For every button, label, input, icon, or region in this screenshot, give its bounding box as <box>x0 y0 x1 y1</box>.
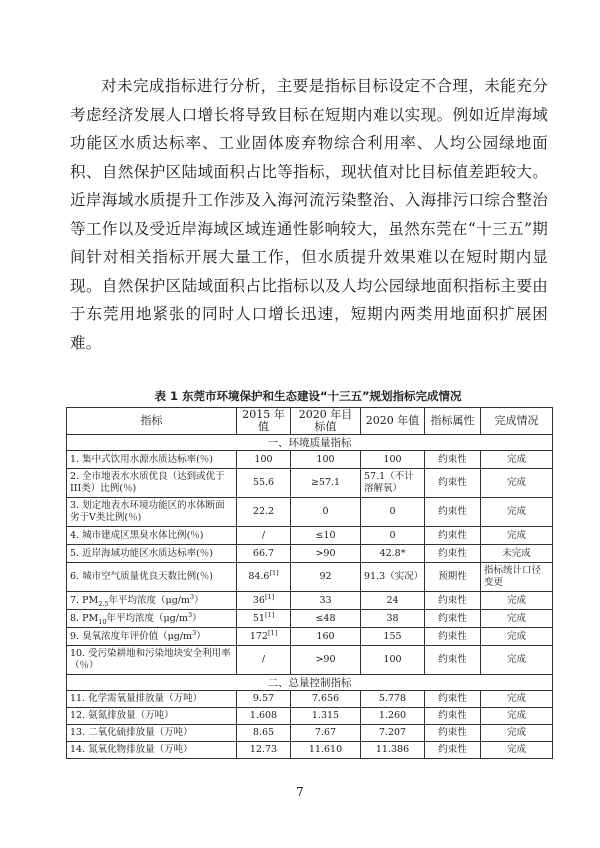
value-2020: 1.260 <box>361 708 425 725</box>
header-2020-target: 2020 年目标值 <box>291 408 361 435</box>
value-2015: / <box>237 527 291 545</box>
body-paragraph: 对未完成指标进行分析，主要是指标目标设定不合理，未能充分考虑经济发展人口增长将导致目标在短期内难以实现。例如近岸海域功能区水质达标率、工业固体废弃物综合利用率、人均公园绿地面积、自然保护区陆域面积占比等指标，现状值对比目标值差距较大。近岸海域水质提升工作涉及入海河流污染整治、入海排污口综合整治等工作以及受近岸海域区域连通性影响较大，虽然东莞在“十三五”期间针对相关指标开展大量工作，但水质提升效果难以在短时期内显现。自然保护区陆域面积占比指标以及人均公园绿地面积指标主要由于东莞用地紧张的同时人口增长迅速，短期内两类用地面积扩展困难。 <box>70 77 548 352</box>
indicator-name <box>67 592 237 610</box>
value-2020: 11.386 <box>361 742 425 759</box>
table-row <box>67 646 553 675</box>
value-2015 <box>237 563 291 592</box>
table-row <box>67 708 553 725</box>
value-2020: 38 <box>361 610 425 628</box>
header-status: 完成情况 <box>481 408 553 435</box>
indicator-attribute: 约束性 <box>425 725 481 742</box>
completion-status: 完成 <box>481 691 553 708</box>
indicator-name: 6. 城市空气质量优良天数比例(％) <box>67 563 237 592</box>
indicator-attribute: 约束性 <box>425 610 481 628</box>
target-2020: >90 <box>291 545 361 563</box>
value-2015: / <box>237 646 291 675</box>
completion-status: 完成 <box>481 742 553 759</box>
indicator-name: 10. 受污染耕地和污染地块安全利用率（％） <box>67 646 237 675</box>
value-2020: 57.1（不计溶解氧） <box>361 469 425 498</box>
value-text: 51 <box>252 612 265 624</box>
table-row <box>67 451 553 469</box>
name-part: ） <box>196 630 206 642</box>
superscript: 3 <box>190 592 195 601</box>
value-text: 84.6 <box>248 571 270 582</box>
value-2020: 0 <box>361 527 425 545</box>
indicator-name <box>67 628 237 646</box>
value-2015 <box>237 592 291 610</box>
table-row <box>67 691 553 708</box>
table-caption: 表 1 东莞市环境保护和生态建设“十三五”规划指标完成情况 <box>154 389 462 403</box>
indicator-attribute: 约束性 <box>425 527 481 545</box>
completion-status: 完成 <box>481 646 553 675</box>
indicator-name: 4. 城市建成区黑臭水体比例(％) <box>67 527 237 545</box>
name-part: 9. 臭氧浓度年评价值（μg/m <box>70 630 193 642</box>
reference-marker: [1] <box>269 568 279 577</box>
completion-status: 完成 <box>481 725 553 742</box>
name-part: 7. PM <box>70 594 99 606</box>
header-indicator: 指标 <box>67 408 237 435</box>
value-text: 172 <box>249 630 268 642</box>
name-part: 8. PM <box>70 612 99 624</box>
value-2020: 91.3（实况） <box>361 563 425 592</box>
section-title: 二、总量控制指标 <box>67 675 553 691</box>
value-2015: 100 <box>237 451 291 469</box>
table-row <box>67 725 553 742</box>
table-row <box>67 592 553 610</box>
header-attribute: 指标属性 <box>425 408 481 435</box>
indicator-attribute: 预期性 <box>425 563 481 592</box>
indicator-attribute: 约束性 <box>425 742 481 759</box>
target-2020: >90 <box>291 646 361 675</box>
reference-marker: [1] <box>267 628 278 637</box>
indicator-attribute: 约束性 <box>425 498 481 527</box>
indicator-attribute: 约束性 <box>425 646 481 675</box>
reference-marker: [1] <box>264 592 275 601</box>
completion-status: 指标统计口径变更 <box>481 563 553 592</box>
superscript: 3 <box>187 610 193 619</box>
value-2015: 1.608 <box>237 708 291 725</box>
indicator-name: 3. 划定地表水环境功能区的水体断面劣于V类比例(％) <box>67 498 237 527</box>
table-row <box>67 610 553 628</box>
target-2020: 11.610 <box>291 742 361 759</box>
table-row <box>67 545 553 563</box>
indicator-attribute: 约束性 <box>425 592 481 610</box>
value-2015: 8.65 <box>237 725 291 742</box>
target-2020: 100 <box>291 451 361 469</box>
value-2015: 66.7 <box>237 545 291 563</box>
completion-status: 完成 <box>481 469 553 498</box>
completion-status: 完成 <box>481 592 553 610</box>
value-2020: 42.8* <box>361 545 425 563</box>
value-2015: 9.57 <box>237 691 291 708</box>
indicator-name <box>67 610 237 628</box>
value-2020: 0 <box>361 498 425 527</box>
subscript: 10 <box>98 617 107 626</box>
value-2020: 155 <box>361 628 425 646</box>
indicator-name: 2. 全市地表水水质优良（达到或优于III类）比例(％) <box>67 469 237 498</box>
completion-status: 完成 <box>481 708 553 725</box>
completion-status: 完成 <box>481 527 553 545</box>
target-2020: 33 <box>291 592 361 610</box>
indicator-attribute: 约束性 <box>425 545 481 563</box>
target-2020: 7.67 <box>291 725 361 742</box>
target-2020: 0 <box>291 498 361 527</box>
completion-status: 完成 <box>481 451 553 469</box>
value-2020: 100 <box>361 451 425 469</box>
target-2020: ≤10 <box>291 527 361 545</box>
target-2020: ≥57.1 <box>291 469 361 498</box>
reference-marker: [1] <box>264 610 275 619</box>
completion-status: 完成 <box>481 610 553 628</box>
indicator-name: 13. 二氧化硫排放量（万吨） <box>67 725 237 742</box>
header-2020: 2020 年值 <box>361 408 425 435</box>
indicator-attribute: 约束性 <box>425 708 481 725</box>
section-row <box>67 435 553 451</box>
indicator-name: 11. 化学需氧量排放量（万吨） <box>67 691 237 708</box>
completion-status: 未完成 <box>481 545 553 563</box>
value-2015: 55.6 <box>237 469 291 498</box>
table-row <box>67 469 553 498</box>
value-2020: 24 <box>361 592 425 610</box>
completion-status: 完成 <box>481 628 553 646</box>
section-row <box>67 675 553 691</box>
value-2015 <box>237 628 291 646</box>
value-2015: 22.2 <box>237 498 291 527</box>
indicator-table <box>66 407 553 759</box>
indicator-attribute: 约束性 <box>425 628 481 646</box>
indicator-name: 14. 氮氧化物排放量（万吨） <box>67 742 237 759</box>
table-row <box>67 742 553 759</box>
indicator-attribute: 约束性 <box>425 691 481 708</box>
target-2020: 92 <box>291 563 361 592</box>
subscript: 2.5 <box>98 599 109 608</box>
completion-status: 完成 <box>481 498 553 527</box>
superscript: 3 <box>192 628 197 637</box>
name-part: 年平均浓度（μg/m <box>106 612 188 624</box>
section-title: 一、环境质量指标 <box>67 435 553 451</box>
target-2020: 1.315 <box>291 708 361 725</box>
name-part: ） <box>192 612 202 624</box>
indicator-attribute: 约束性 <box>425 451 481 469</box>
table-header-row <box>67 408 553 435</box>
header-2015: 2015 年值 <box>237 408 291 435</box>
target-2020: 7.656 <box>291 691 361 708</box>
page-number: 7 <box>296 785 304 799</box>
indicator-attribute: 约束性 <box>425 469 481 498</box>
target-2020: 160 <box>291 628 361 646</box>
name-part: 年平均浓度（μg/m <box>108 594 191 606</box>
name-part: ） <box>194 594 204 606</box>
value-2015 <box>237 610 291 628</box>
table-row <box>67 498 553 527</box>
target-2020: ≤48 <box>291 610 361 628</box>
indicator-name: 12. 氨氮排放量（万吨） <box>67 708 237 725</box>
value-2020: 7.207 <box>361 725 425 742</box>
value-text: 36 <box>252 594 265 606</box>
table-row <box>67 563 553 592</box>
indicator-name: 1. 集中式饮用水源水质达标率(％) <box>67 451 237 469</box>
value-2020: 5.778 <box>361 691 425 708</box>
value-2015: 12.73 <box>237 742 291 759</box>
value-2020: 100 <box>361 646 425 675</box>
table-row <box>67 527 553 545</box>
table-row <box>67 628 553 646</box>
indicator-name: 5. 近岸海域功能区水质达标率(％) <box>67 545 237 563</box>
